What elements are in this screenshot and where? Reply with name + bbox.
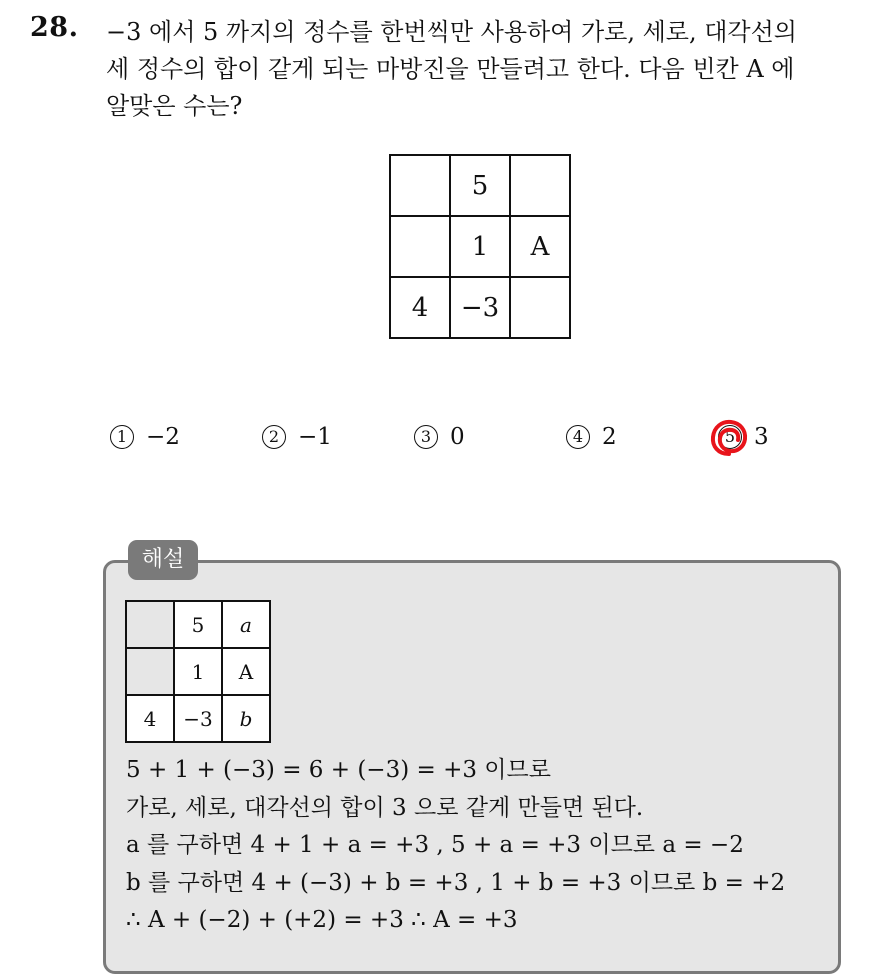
grid-cell [126, 648, 174, 695]
solution-tab: 해설 [128, 540, 198, 580]
choice-number: 2 [262, 425, 286, 449]
question-text [106, 14, 866, 125]
grid-cell [390, 155, 450, 216]
grid-cell: 4 [126, 695, 174, 742]
choice-value: −1 [298, 424, 332, 450]
choice-number: 1 [110, 425, 134, 449]
grid-cell: 1 [174, 648, 222, 695]
grid-cell [126, 601, 174, 648]
grid-cell: A [510, 216, 570, 277]
grid-cell: b [222, 695, 270, 742]
magic-square-question [389, 154, 571, 339]
grid-cell: A [222, 648, 270, 695]
grid-cell [510, 155, 570, 216]
choice-4[interactable] [566, 424, 617, 450]
choice-1[interactable] [110, 424, 180, 450]
choice-value: 3 [754, 424, 769, 450]
choice-2[interactable] [262, 424, 332, 450]
grid-cell: 1 [450, 216, 510, 277]
solution-text [126, 752, 836, 940]
question-line: 알맞은 수는? [106, 92, 243, 120]
question-line: 세 정수의 합이 같게 되는 마방진을 만들려고 한다. 다음 빈칸 A 에 [106, 55, 795, 83]
choice-value: −2 [146, 424, 180, 450]
grid-cell: 4 [390, 277, 450, 338]
question-line: −3 에서 5 까지의 정수를 한번씩만 사용하여 가로, 세로, 대각선의 [106, 18, 797, 46]
grid-cell: −3 [450, 277, 510, 338]
magic-square-solution [125, 600, 271, 743]
choice-number: 5 [718, 425, 742, 449]
grid-cell [390, 216, 450, 277]
grid-cell: −3 [174, 695, 222, 742]
grid-cell: 5 [174, 601, 222, 648]
choice-value: 2 [602, 424, 617, 450]
answer-circle-mark-icon [704, 413, 754, 463]
solution-line: 5 + 1 + (−3) = 6 + (−3) = +3 이므로 [126, 757, 551, 783]
choice-3[interactable] [414, 424, 465, 450]
choice-value: 0 [450, 424, 465, 450]
choice-number: 3 [414, 425, 438, 449]
grid-cell [510, 277, 570, 338]
solution-line: b 를 구하면 4 + (−3) + b = +3 , 1 + b = +3 이므로 b = +2 [126, 869, 786, 896]
solution-line: 가로, 세로, 대각선의 합이 3 으로 같게 만들면 된다. [126, 794, 644, 821]
grid-cell: a [222, 601, 270, 648]
question-number: 28. [30, 12, 79, 43]
solution-line: ∴ A + (−2) + (+2) = +3 ∴ A = +3 [126, 907, 518, 933]
choice-number: 4 [566, 425, 590, 449]
grid-cell: 5 [450, 155, 510, 216]
solution-line: a 를 구하면 4 + 1 + a = +3 , 5 + a = +3 이므로 a = −2 [126, 832, 744, 858]
